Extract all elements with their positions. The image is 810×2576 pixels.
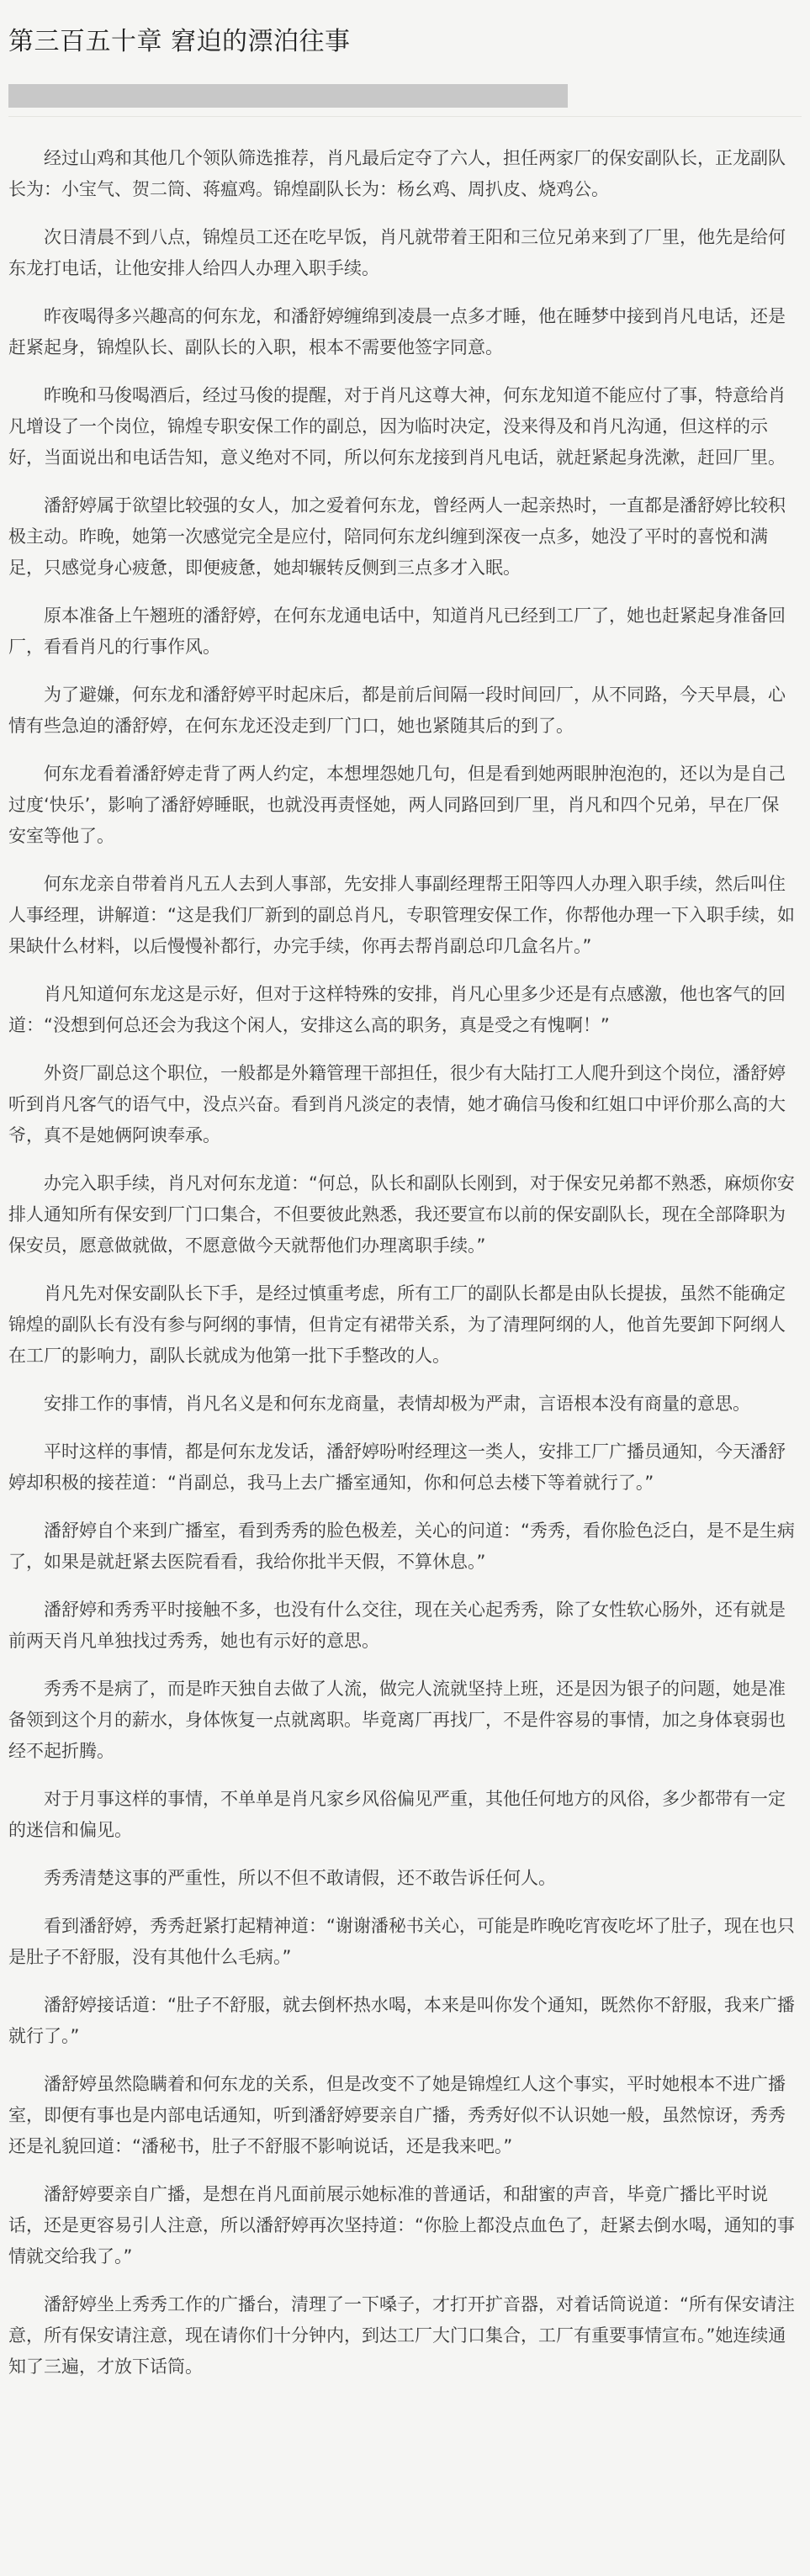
paragraph: 潘舒婷属于欲望比较强的女人，加之爱着何东龙，曾经两人一起亲热时，一直都是潘舒婷比较积极主动。昨晚，她第一次感觉完全是应付，陪同何东龙纠缠到深夜一点多，她没了平时的喜悦和满足，只感觉身心疲惫，即便疲惫，她却辗转反侧到三点多才入眠。 bbox=[8, 495, 786, 578]
paragraph: 秀秀清楚这事的严重性，所以不但不敢请假，还不敢告诉任何人。 bbox=[44, 1868, 556, 1888]
paragraph: 何东龙亲自带着肖凡五人去到人事部，先安排人事副经理帮王阳等四人办理入职手续，然后叫住人事经理，讲解道：“这是我们厂新到的副总肖凡，专职管理安保工作，你帮他办理一下入职手续，如果缺什么材料，以后慢慢补都行，办完手续，你再去帮肖副总印几盒名片。” bbox=[8, 874, 795, 956]
paragraph: 外资厂副总这个职位，一般都是外籍管理干部担任，很少有大陆打工人爬升到这个岗位，潘舒婷听到肖凡客气的语气中，没点兴奋。看到肖凡淡定的表情，她才确信马俊和红姐口中评价那么高的大爷，真不是她俩阿谀奉承。 bbox=[8, 1063, 786, 1145]
paragraph: 何东龙看着潘舒婷走背了两人约定，本想埋怨她几句，但是看到她两眼肿泡泡的，还以为是自己过度‘快乐’，影响了潘舒婷睡眠，也就没再责怪她，两人同路回到厂里，肖凡和四个兄弟，早在厂保安室等他了。 bbox=[8, 764, 786, 846]
paragraph: 为了避嫌，何东龙和潘舒婷平时起床后，都是前后间隔一段时间回厂，从不同路，今天早晨，心情有些急迫的潘舒婷，在何东龙还没走到厂门口，她也紧随其后的到了。 bbox=[8, 685, 786, 736]
paragraph: 安排工作的事情，肖凡名义是和何东龙商量，表情却极为严肃，言语根本没有商量的意思。 bbox=[44, 1394, 750, 1414]
paragraph: 肖凡先对保安副队长下手，是经过慎重考虑，所有工厂的副队长都是由队长提拔，虽然不能确定锦煌的副队长有没有参与阿纲的事情，但肯定有裙带关系，为了清理阿纲的人，他首先要卸下阿纲人在工厂的影响力，副队长就成为他第一批下手整改的人。 bbox=[8, 1283, 786, 1366]
paragraph: 原本准备上午翘班的潘舒婷，在何东龙通电话中，知道肖凡已经到工厂了，她也赶紧起身准备回厂，看看肖凡的行事作风。 bbox=[8, 606, 786, 657]
chapter-title: 第三百五十章 窘迫的漂泊往事 bbox=[8, 27, 351, 56]
paragraph: 平时这样的事情，都是何东龙发话，潘舒婷吩咐经理这一类人，安排工厂广播员通知，今天潘舒婷却积极的接茬道：“肖副总，我马上去广播室通知，你和何总去楼下等着就行了。” bbox=[8, 1441, 786, 1493]
paragraph: 潘舒婷虽然隐瞒着和何东龙的关系，但是改变不了她是锦煌红人这个事实，平时她根本不进广播室，即便有事也是内部电话通知，听到潘舒婷要亲自广播，秀秀好似不认识她一般，虽然惊讶，秀秀还是礼貌回道：“潘秘书，肚子不舒服不影响说话，还是我来吧。” bbox=[8, 2074, 786, 2156]
header-divider bbox=[8, 116, 802, 117]
chapter-content bbox=[8, 143, 802, 2383]
paragraph: 看到潘舒婷，秀秀赶紧打起精神道：“谢谢潘秘书关心，可能是昨晚吃宵夜吃坏了肚子，现在也只是肚子不舒服，没有其他什么毛病。” bbox=[8, 1916, 795, 1967]
paragraph: 潘舒婷接话道：“肚子不舒服，就去倒杯热水喝，本来是叫你发个通知，既然你不舒服，我来广播就行了。” bbox=[8, 1995, 795, 2046]
paragraph: 昨晚和马俊喝酒后，经过马俊的提醒，对于肖凡这尊大神，何东龙知道不能应付了事，特意给肖凡增设了一个岗位，锦煌专职安保工作的副总，因为临时决定，没来得及和肖凡沟通，但这样的示好，当面说出和电话告知，意义绝对不同，所以何东龙接到肖凡电话，就赶紧起身洗漱，赶回厂里。 bbox=[8, 385, 786, 468]
paragraph: 次日清晨不到八点，锦煌员工还在吃早饭，肖凡就带着王阳和三位兄弟来到了厂里，他先是给何东龙打电话，让他安排人给四人办理入职手续。 bbox=[8, 227, 786, 278]
paragraph: 潘舒婷坐上秀秀工作的广播台，清理了一下嗓子，才打开扩音器，对着话筒说道：“所有保安请注意，所有保安请注意，现在请你们十分钟内，到达工厂大门口集合，工厂有重要事情宣布。”她连续通知了三遍，才放下话筒。 bbox=[8, 2294, 795, 2377]
paragraph: 秀秀不是病了，而是昨天独自去做了人流，做完人流就坚持上班，还是因为银子的问题，她是准备领到这个月的薪水，身体恢复一点就离职。毕竟离厂再找厂，不是件容易的事情，加之身体衰弱也经不起折腾。 bbox=[8, 1679, 786, 1761]
paragraph: 潘舒婷要亲自广播，是想在肖凡面前展示她标准的普通话，和甜蜜的声音，毕竟广播比平时说话，还是更容易引人注意，所以潘舒婷再次坚持道：“你脸上都没点血色了，赶紧去倒水喝，通知的事情就交给我了。” bbox=[8, 2184, 795, 2267]
paragraph: 潘舒婷和秀秀平时接触不多，也没有什么交往，现在关心起秀秀，除了女性软心肠外，还有就是前两天肖凡单独找过秀秀，她也有示好的意思。 bbox=[8, 1600, 786, 1651]
paragraph: 昨夜喝得多兴趣高的何东龙，和潘舒婷缠绵到凌晨一点多才睡，他在睡梦中接到肖凡电话，还是赶紧起身，锦煌队长、副队长的入职，根本不需要他签字同意。 bbox=[8, 306, 786, 357]
paragraph: 经过山鸡和其他几个领队筛选推荐，肖凡最后定夺了六人，担任两家厂的保安副队长，正龙副队长为：小宝气、贺二筒、蒋瘟鸡。锦煌副队长为：杨幺鸡、周扒皮、烧鸡公。 bbox=[8, 148, 786, 199]
paragraph: 办完入职手续，肖凡对何东龙道：“何总，队长和副队长刚到，对于保安兄弟都不熟悉，麻烦你安排人通知所有保安到厂门口集合，不但要彼此熟悉，我还要宣布以前的保安副队长，现在全部降职为保安员，愿意做就做，不愿意做今天就帮他们办理离职手续。” bbox=[8, 1173, 795, 1256]
paragraph: 肖凡知道何东龙这是示好，但对于这样特殊的安排，肖凡心里多少还是有点感激，他也客气的回道：“没想到何总还会为我这个闲人，安排这么高的职务，真是受之有愧啊！” bbox=[8, 984, 786, 1035]
title-underline-bar bbox=[8, 84, 568, 108]
paragraph: 潘舒婷自个来到广播室，看到秀秀的脸色极差，关心的问道：“秀秀，看你脸色泛白，是不是生病了，如果是就赶紧去医院看看，我给你批半天假，不算休息。” bbox=[8, 1521, 795, 1572]
paragraph: 对于月事这样的事情，不单单是肖凡家乡风俗偏见严重，其他任何地方的风俗，多少都带有一定的迷信和偏见。 bbox=[8, 1789, 786, 1840]
